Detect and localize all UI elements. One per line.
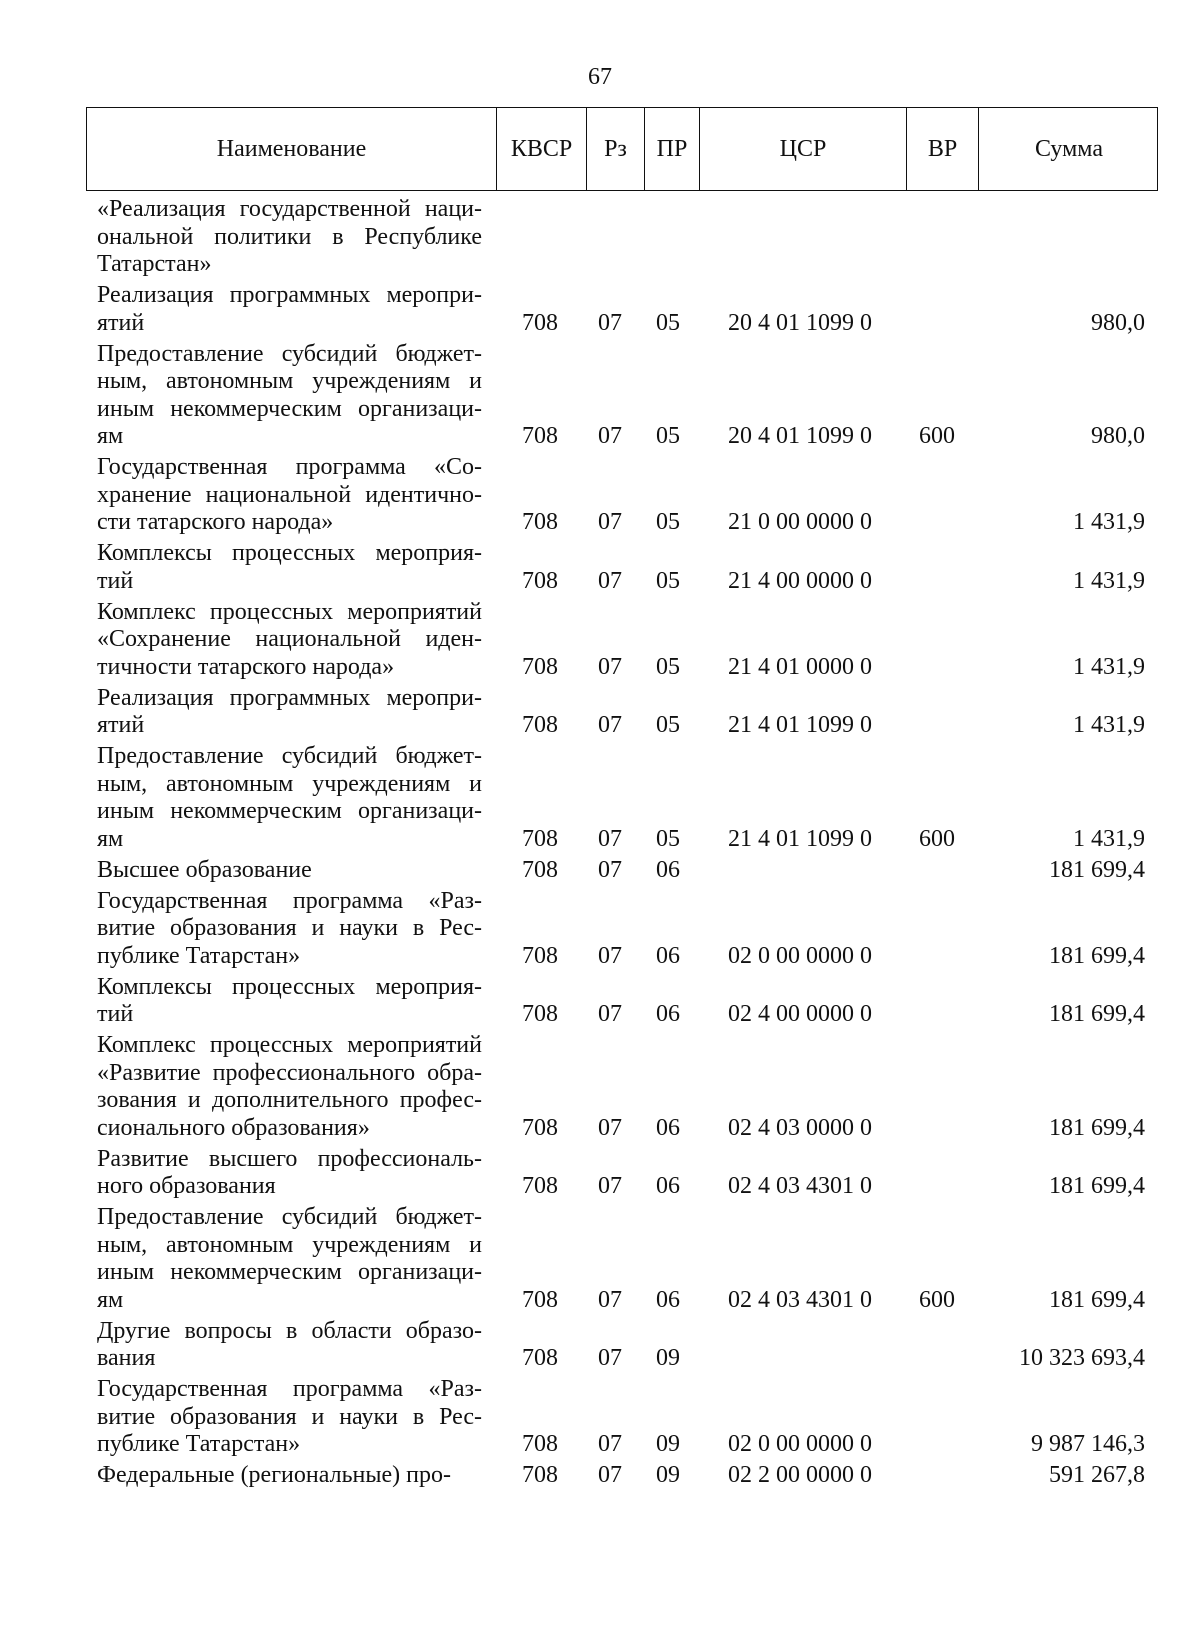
row-name-line: иным некоммерческим организаци- bbox=[97, 395, 482, 422]
row-pr: 06 bbox=[656, 942, 680, 969]
row-vr: 600 bbox=[919, 423, 955, 449]
row-name-line: ям bbox=[97, 423, 124, 449]
row-name-line: зования и дополнительного профес- bbox=[97, 1087, 482, 1113]
row-pr: 05 bbox=[656, 712, 680, 738]
row-sum: 980,0 bbox=[1091, 423, 1145, 449]
table-row bbox=[0, 1318, 1200, 1373]
row-rz: 07 bbox=[598, 1173, 622, 1199]
row-name bbox=[97, 341, 482, 451]
row-name-line: публике Татарстан» bbox=[97, 942, 301, 969]
row-kvsr: 708 bbox=[522, 1345, 558, 1371]
row-name-line: ям bbox=[97, 825, 124, 852]
row-sum: 181 699,4 bbox=[1049, 942, 1145, 969]
row-pr: 09 bbox=[656, 1431, 680, 1457]
row-rz: 07 bbox=[598, 653, 622, 680]
row-kvsr: 708 bbox=[522, 825, 558, 852]
row-name bbox=[97, 1032, 482, 1142]
header-kvsr: КВСР bbox=[496, 108, 586, 190]
row-kvsr: 708 bbox=[522, 1462, 558, 1488]
row-pr: 06 bbox=[656, 856, 680, 883]
row-name-line: тий bbox=[97, 567, 134, 594]
row-name-line: «Сохранение национальной иден- bbox=[97, 626, 482, 652]
row-name-line: Федеральные (региональные) про- bbox=[97, 1462, 451, 1488]
table-row bbox=[0, 196, 1200, 279]
row-name-line: хранение национальной идентично- bbox=[97, 481, 482, 508]
row-name-line: «Реализация государственной наци- bbox=[97, 196, 482, 222]
row-name bbox=[97, 1204, 482, 1314]
row-vr: 600 bbox=[919, 825, 955, 852]
row-csr: 02 4 03 4301 0 bbox=[728, 1286, 872, 1313]
row-name-line: ного образования bbox=[97, 1173, 276, 1199]
table-row bbox=[0, 282, 1200, 337]
row-name bbox=[97, 974, 482, 1029]
row-name-line: Развитие высшего профессиональ- bbox=[97, 1145, 482, 1172]
row-name-line: Государственная программа «Раз- bbox=[97, 1376, 482, 1402]
row-name-line: ям bbox=[97, 1286, 124, 1313]
row-csr: 02 4 00 0000 0 bbox=[728, 1001, 872, 1027]
row-name-line: ным, автономным учреждениям и bbox=[97, 368, 482, 394]
row-name-line: Предоставление субсидий бюджет- bbox=[97, 340, 482, 367]
row-sum: 1 431,9 bbox=[1073, 567, 1145, 594]
row-pr: 09 bbox=[656, 1345, 680, 1371]
table-row bbox=[0, 1146, 1200, 1201]
row-csr: 21 0 00 0000 0 bbox=[728, 509, 872, 535]
row-name-line: иным некоммерческим организаци- bbox=[97, 798, 482, 824]
table-row bbox=[0, 1376, 1200, 1459]
table-row bbox=[0, 341, 1200, 451]
row-csr: 21 4 01 1099 0 bbox=[728, 825, 872, 852]
row-kvsr: 708 bbox=[522, 942, 558, 969]
row-name-line: Реализация программных меропри- bbox=[97, 684, 482, 711]
row-sum: 10 323 693,4 bbox=[1019, 1345, 1145, 1371]
header-vr: ВР bbox=[906, 108, 978, 190]
row-kvsr: 708 bbox=[522, 423, 558, 449]
row-name bbox=[97, 454, 482, 537]
row-rz: 07 bbox=[598, 423, 622, 449]
row-rz: 07 bbox=[598, 309, 622, 336]
row-name bbox=[97, 540, 482, 595]
row-sum: 9 987 146,3 bbox=[1031, 1431, 1145, 1457]
row-rz: 07 bbox=[598, 567, 622, 594]
row-sum: 181 699,4 bbox=[1049, 1001, 1145, 1027]
row-name-line: Комплексы процессных мероприя- bbox=[97, 540, 482, 566]
row-kvsr: 708 bbox=[522, 509, 558, 535]
row-rz: 07 bbox=[598, 1114, 622, 1141]
row-name bbox=[97, 743, 482, 853]
row-name-line: тий bbox=[97, 1001, 134, 1027]
row-csr: 02 0 00 0000 0 bbox=[728, 1431, 872, 1457]
row-csr: 02 0 00 0000 0 bbox=[728, 942, 872, 969]
row-pr: 05 bbox=[656, 825, 680, 852]
table-row bbox=[0, 599, 1200, 682]
row-name-line: ятий bbox=[97, 712, 145, 738]
row-rz: 07 bbox=[598, 942, 622, 969]
row-name-line: ональной политики в Республике bbox=[97, 223, 482, 250]
row-name-line: ятий bbox=[97, 309, 145, 336]
row-csr: 20 4 01 1099 0 bbox=[728, 309, 872, 336]
row-csr: 20 4 01 1099 0 bbox=[728, 423, 872, 449]
row-rz: 07 bbox=[598, 1001, 622, 1027]
row-name bbox=[97, 857, 482, 885]
row-kvsr: 708 bbox=[522, 1114, 558, 1141]
row-kvsr: 708 bbox=[522, 1286, 558, 1313]
table-header bbox=[86, 107, 1158, 191]
header-name: Наименование bbox=[216, 135, 367, 162]
row-kvsr: 708 bbox=[522, 856, 558, 883]
row-kvsr: 708 bbox=[522, 1001, 558, 1027]
row-name bbox=[97, 1146, 482, 1201]
row-name-line: тичности татарского народа» bbox=[97, 653, 395, 680]
row-rz: 07 bbox=[598, 509, 622, 535]
row-name-line: Высшее образование bbox=[97, 856, 312, 883]
row-csr: 02 4 03 0000 0 bbox=[728, 1114, 872, 1141]
row-csr: 21 4 01 1099 0 bbox=[728, 712, 872, 738]
row-name-line: публике Татарстан» bbox=[97, 1431, 301, 1457]
row-pr: 09 bbox=[656, 1462, 680, 1488]
table-row bbox=[0, 888, 1200, 971]
row-sum: 1 431,9 bbox=[1073, 653, 1145, 680]
row-name bbox=[97, 1318, 482, 1373]
row-name-line: витие образования и науки в Рес- bbox=[97, 915, 482, 941]
table-row bbox=[0, 743, 1200, 853]
row-name-line: Другие вопросы в области образо- bbox=[97, 1317, 482, 1344]
table-row bbox=[0, 857, 1200, 885]
row-name-line: Татарстан» bbox=[97, 251, 212, 277]
row-sum: 181 699,4 bbox=[1049, 1173, 1145, 1199]
row-name-line: Предоставление субсидий бюджет- bbox=[97, 743, 482, 769]
row-kvsr: 708 bbox=[522, 653, 558, 680]
row-rz: 07 bbox=[598, 1345, 622, 1371]
row-name bbox=[97, 685, 482, 740]
row-name bbox=[97, 1376, 482, 1459]
row-sum: 1 431,9 bbox=[1073, 509, 1145, 535]
row-sum: 1 431,9 bbox=[1073, 825, 1145, 852]
row-csr: 02 2 00 0000 0 bbox=[728, 1462, 872, 1488]
row-name-line: вания bbox=[97, 1345, 156, 1371]
row-kvsr: 708 bbox=[522, 1173, 558, 1199]
row-rz: 07 bbox=[598, 856, 622, 883]
header-csr: ЦСР bbox=[699, 108, 906, 190]
row-pr: 05 bbox=[656, 423, 680, 449]
row-pr: 05 bbox=[656, 309, 680, 336]
row-name-line: сионального образования» bbox=[97, 1114, 370, 1141]
page-number: 67 bbox=[588, 64, 612, 90]
header-pr: ПР bbox=[644, 108, 699, 190]
row-name-line: Реализация программных меропри- bbox=[97, 282, 482, 308]
row-name-line: Предоставление субсидий бюджет- bbox=[97, 1204, 482, 1230]
row-name bbox=[97, 1462, 482, 1490]
row-name-line: Государственная программа «Со- bbox=[97, 454, 482, 480]
row-rz: 07 bbox=[598, 825, 622, 852]
row-kvsr: 708 bbox=[522, 1431, 558, 1457]
row-pr: 06 bbox=[656, 1286, 680, 1313]
row-csr: 21 4 00 0000 0 bbox=[728, 567, 872, 594]
row-pr: 06 bbox=[656, 1001, 680, 1027]
row-sum: 980,0 bbox=[1091, 309, 1145, 336]
row-csr: 21 4 01 0000 0 bbox=[728, 653, 872, 680]
row-name bbox=[97, 282, 482, 337]
table-row bbox=[0, 454, 1200, 537]
row-kvsr: 708 bbox=[522, 309, 558, 336]
row-name-line: Государственная программа «Раз- bbox=[97, 887, 482, 914]
row-name-line: ным, автономным учреждениям и bbox=[97, 770, 482, 797]
row-pr: 06 bbox=[656, 1173, 680, 1199]
row-pr: 06 bbox=[656, 1114, 680, 1141]
table-row bbox=[0, 1032, 1200, 1142]
row-pr: 05 bbox=[656, 653, 680, 680]
row-name bbox=[97, 196, 482, 279]
header-sum: Сумма bbox=[978, 108, 1159, 190]
row-name-line: витие образования и науки в Рес- bbox=[97, 1403, 482, 1430]
table-row bbox=[0, 1462, 1200, 1490]
row-rz: 07 bbox=[598, 1431, 622, 1457]
table-row bbox=[0, 685, 1200, 740]
row-name-line: сти татарского народа» bbox=[97, 509, 334, 535]
row-name-line: Комплекс процессных мероприятий bbox=[97, 1032, 482, 1058]
table-row bbox=[0, 540, 1200, 595]
table-row bbox=[0, 974, 1200, 1029]
table-row bbox=[0, 1204, 1200, 1314]
row-sum: 591 267,8 bbox=[1049, 1462, 1145, 1488]
row-csr: 02 4 03 4301 0 bbox=[728, 1173, 872, 1199]
row-pr: 05 bbox=[656, 509, 680, 535]
row-kvsr: 708 bbox=[522, 712, 558, 738]
row-name-line: Комплекс процессных мероприятий bbox=[97, 598, 482, 625]
row-pr: 05 bbox=[656, 567, 680, 594]
row-rz: 07 bbox=[598, 712, 622, 738]
row-rz: 07 bbox=[598, 1462, 622, 1488]
row-name-line: ным, автономным учреждениям и bbox=[97, 1231, 482, 1258]
row-name bbox=[97, 599, 482, 682]
row-rz: 07 bbox=[598, 1286, 622, 1313]
row-sum: 181 699,4 bbox=[1049, 856, 1145, 883]
row-kvsr: 708 bbox=[522, 567, 558, 594]
row-name-line: иным некоммерческим организаци- bbox=[97, 1259, 482, 1285]
row-sum: 181 699,4 bbox=[1049, 1114, 1145, 1141]
header-rz: Рз bbox=[586, 108, 644, 190]
row-sum: 1 431,9 bbox=[1073, 712, 1145, 738]
row-name bbox=[97, 888, 482, 971]
row-name-line: «Развитие профессионального обра- bbox=[97, 1059, 482, 1086]
row-name-line: Комплексы процессных мероприя- bbox=[97, 973, 482, 1000]
row-vr: 600 bbox=[919, 1286, 955, 1313]
row-sum: 181 699,4 bbox=[1049, 1286, 1145, 1313]
